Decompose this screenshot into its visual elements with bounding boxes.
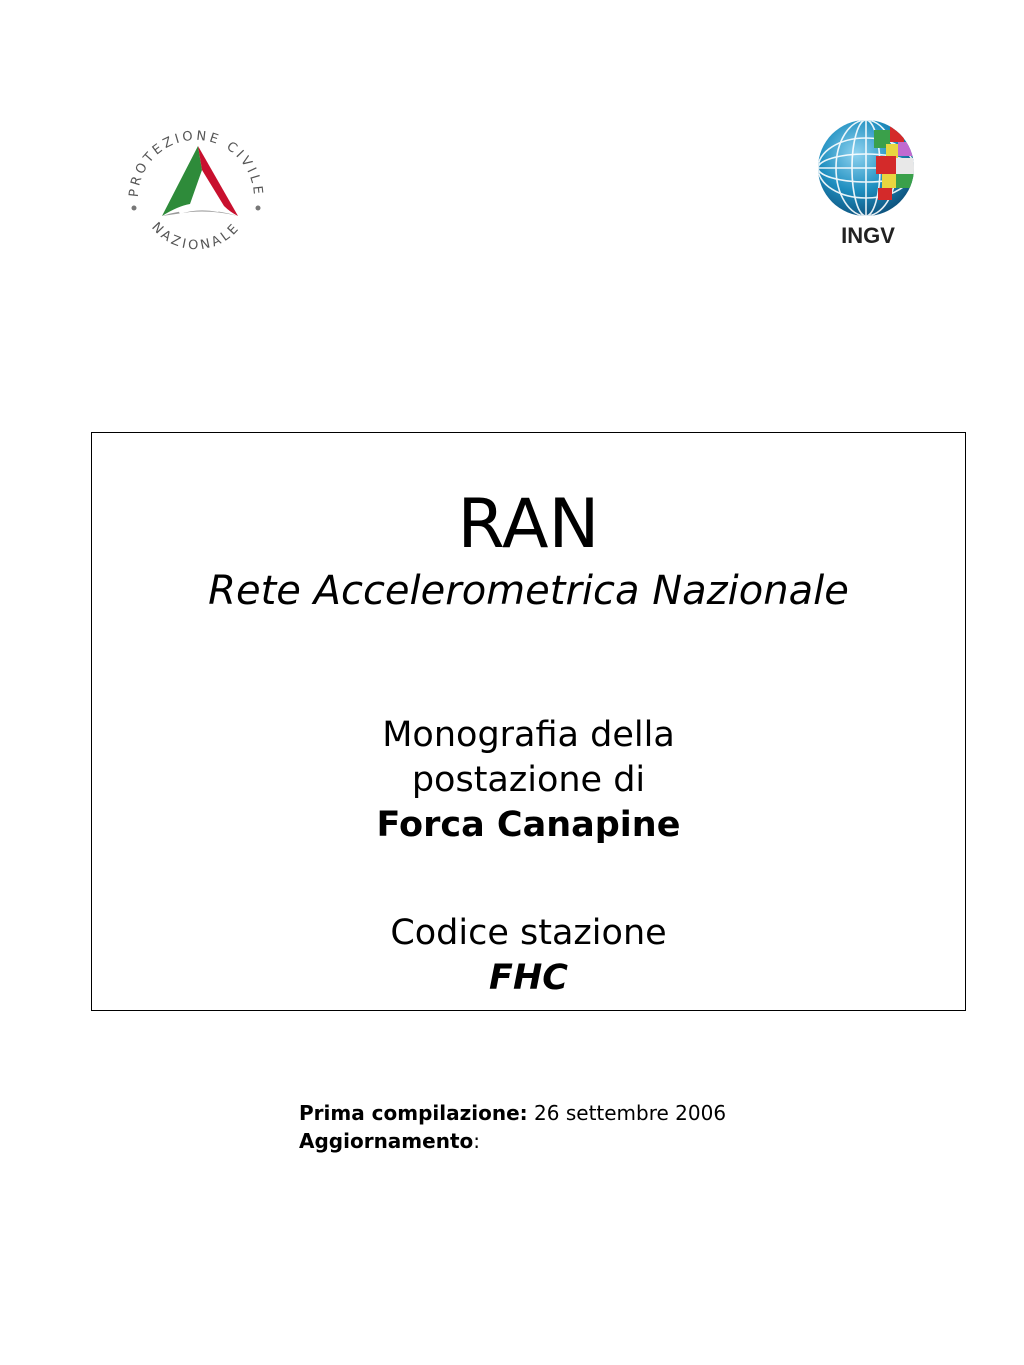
monograph-line-2: postazione di — [411, 760, 646, 800]
monograph-line-1: Monografia della — [382, 715, 675, 755]
update-separator: : — [473, 1129, 480, 1153]
compilation-info — [299, 1099, 726, 1155]
protezione-civile-logo — [118, 112, 274, 268]
update-label: Aggiornamento — [299, 1129, 474, 1153]
first-compilation-row — [299, 1099, 726, 1127]
logo-text-top: PROTEZIONE CIVILE — [126, 128, 266, 198]
site-name: Forca Canapine — [376, 805, 681, 845]
first-compilation-label: Prima compilazione: — [299, 1101, 528, 1125]
ingv-label: INGV — [841, 223, 895, 248]
monograph-block — [92, 713, 965, 848]
update-row — [299, 1127, 726, 1155]
svg-text:NAZIONALE — [148, 220, 243, 254]
ingv-logo — [812, 112, 932, 252]
title-box — [91, 432, 966, 1011]
network-acronym: RAN — [457, 485, 600, 564]
network-name: Rete Accelerometrica Nazionale — [208, 568, 849, 614]
station-code-label: Codice stazione — [390, 913, 667, 953]
station-code-block — [92, 911, 965, 1001]
station-code: FHC — [489, 958, 568, 998]
logo-text-bottom: NAZIONALE — [148, 219, 244, 254]
first-compilation-date: 26 settembre 2006 — [534, 1101, 727, 1125]
